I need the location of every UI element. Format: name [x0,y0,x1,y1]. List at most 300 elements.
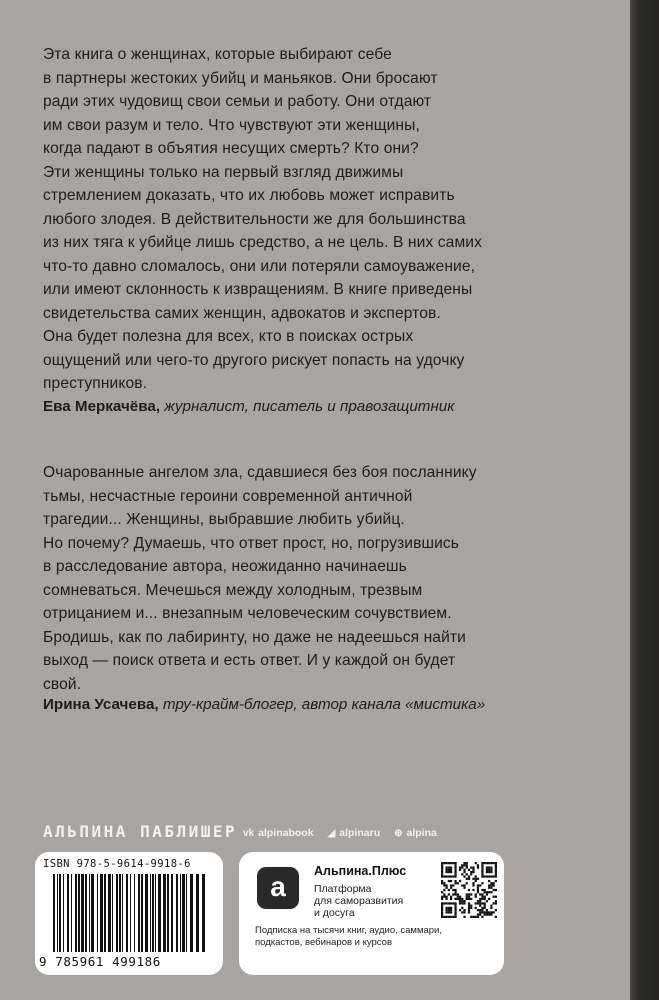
qr-module [490,869,492,871]
qr-module [468,902,470,904]
qr-module [472,869,474,871]
publisher-logo: АЛЬПИНА ПАБЛИШЕР [43,822,238,841]
qr-module [461,902,463,904]
qr-module [443,896,445,898]
qr-module [472,889,474,891]
qr-module [452,893,454,895]
alpina-plus-description [314,883,434,919]
qr-module [486,869,488,871]
qr-module [488,862,490,864]
qr-module [441,862,443,864]
barcode-bar [138,874,140,952]
qr-module [488,891,490,893]
qr-module [463,902,465,904]
qr-module [493,896,495,898]
qr-module [493,902,495,904]
qr-module [445,884,447,886]
qr-module [441,880,443,882]
qr-module [477,902,479,904]
barcode-bar [67,874,69,952]
qr-module [495,880,497,882]
qr-module [495,869,497,871]
qr-module [461,866,463,868]
qr-module [441,907,443,909]
social-link-alpina[interactable] [394,827,437,839]
barcode-bar [53,874,55,952]
qr-module [441,869,443,871]
qr-module [493,862,495,864]
qr-module [475,878,477,880]
qr-module [450,875,452,877]
qr-module [468,911,470,913]
qr-module [454,916,456,918]
qr-module [448,866,450,868]
qr-module [468,909,470,911]
qr-module [454,909,456,911]
qr-module [448,911,450,913]
qr-module [488,914,490,916]
qr-module [463,875,465,877]
qr-module [454,882,456,884]
qr-module [468,893,470,895]
qr-module [454,911,456,913]
qr-module [441,875,443,877]
qr-module [490,871,492,873]
qr-module [493,875,495,877]
qr-module [488,880,490,882]
barcode-bar [75,874,77,952]
barcode-bar [158,874,161,952]
plus-circle-icon: ⊕ [394,827,403,839]
qr-module [477,891,479,893]
blurb-1-line: Она будет полезна для всех, кто в поисках острых [43,328,414,345]
qr-module [484,902,486,904]
qr-module [475,916,477,918]
qr-module [454,891,456,893]
qr-module [493,889,495,891]
qr-module [481,893,483,895]
qr-module [450,884,452,886]
qr-module [479,914,481,916]
blurb-1-line: преступников. [43,375,148,392]
barcode-bar [89,874,90,952]
blurb-1-signature [43,398,454,415]
qr-module [468,896,470,898]
qr-module [490,866,492,868]
blurb-1-line: ради этих чудовищ свои семьи и работу. Они отдают [43,93,432,110]
foot-line: подкастов, вебинаров и курсов [255,936,392,948]
qr-module [481,898,483,900]
qr-module [481,862,483,864]
blurb-2-line: Очарованные ангелом зла, сдавшиеся без боя посланнику [43,464,477,481]
alpina-plus-title: Альпина.Плюс [314,864,407,878]
barcode-bar [180,874,181,952]
qr-module [454,905,456,907]
qr-module [470,866,472,868]
qr-module [477,889,479,891]
qr-module [495,896,497,898]
vk-icon: vk [243,827,255,839]
qr-module [493,882,495,884]
qr-module [479,893,481,895]
barcode-bar [78,874,80,952]
foot-line: Подписка на тысячи книг, аудио, саммари, [255,925,442,936]
book-spine-edge [630,0,659,1000]
qr-module [448,916,450,918]
qr-module [466,882,468,884]
qr-module [490,891,492,893]
qr-module [443,862,445,864]
qr-module [495,871,497,873]
qr-module [457,898,459,900]
barcode-bar [71,874,72,952]
desc-line: Платформа [314,883,372,895]
qr-module [477,887,479,889]
barcode-bar [116,874,118,952]
qr-module [493,884,495,886]
qr-module [481,907,483,909]
qr-module [445,898,447,900]
qr-module [484,891,486,893]
qr-module [470,898,472,900]
qr-module [466,893,468,895]
qr-module [450,902,452,904]
qr-module [448,889,450,891]
qr-module [486,866,488,868]
qr-module [454,875,456,877]
qr-module [450,871,452,873]
qr-module [488,898,490,900]
blurb-2-line: выход — поиск ответа и есть ответ. И у каждой он будет [43,652,456,669]
qr-module [468,907,470,909]
blurb-2-line: свой. [43,675,82,693]
barcode-bar [171,874,173,952]
qr-module [490,907,492,909]
qr-module [466,896,468,898]
qr-module [488,875,490,877]
qr-module [481,909,483,911]
qr-module [445,862,447,864]
qr-module [477,866,479,868]
blurb-1-line: когда падают в объятия несущих смерть? Кто они? [43,140,419,157]
barcode-bar [63,874,64,952]
qr-module [452,862,454,864]
qr-module [470,873,472,875]
qr-module [475,875,477,877]
qr-module [443,916,445,918]
qr-module [472,884,474,886]
social-label: alpinaru [339,827,381,839]
qr-module [490,905,492,907]
qr-module [481,869,483,871]
qr-module [448,862,450,864]
barcode-bar [130,874,131,952]
qr-module [495,866,497,868]
barcode-bar [196,874,199,952]
qr-module [463,871,465,873]
barcode-bar [141,874,143,952]
blurb-2-line: трагедии... Женщины, выбравшие любить убийц. [43,511,405,528]
qr-module [466,873,468,875]
blurb-2-line: тьмы, несчастные героини современной античной [43,487,413,505]
qr-module [470,905,472,907]
qr-module [463,909,465,911]
qr-module [481,882,483,884]
qr-module [454,869,456,871]
qr-module [477,909,479,911]
qr-module [448,907,450,909]
desc-line: и досуга [314,907,355,919]
qr-module [454,893,456,895]
barcode-bar [57,874,58,952]
qr-module [459,898,461,900]
qr-module [461,911,463,913]
qr-module [484,911,486,913]
qr-module [448,902,450,904]
blurb-1-line: или имеют склонность к извращениям. В книге приведены [43,281,473,298]
telegram-icon: ◢ [327,827,336,839]
blurb-2-signature [43,696,485,713]
qr-module [481,902,483,904]
qr-module [461,873,463,875]
qr-module [441,902,443,904]
qr-module [490,887,492,889]
qr-module [490,884,492,886]
qr-module [488,866,490,868]
qr-module [452,884,454,886]
alpina-plus-panel[interactable] [239,852,504,975]
qr-module [454,907,456,909]
qr-module [490,875,492,877]
qr-module [461,898,463,900]
qr-module [441,909,443,911]
qr-module [486,891,488,893]
social-link-vk[interactable] [243,827,314,839]
qr-module [484,898,486,900]
qr-module [486,900,488,902]
qr-module [479,900,481,902]
qr-module [441,905,443,907]
qr-module [495,909,497,911]
qr-module [452,902,454,904]
qr-module [443,882,445,884]
qr-module [445,866,447,868]
qr-module [441,916,443,918]
qr-module [472,916,474,918]
qr-module [477,878,479,880]
qr-module [472,878,474,880]
qr-module [445,902,447,904]
qr-module [475,893,477,895]
qr-code-icon[interactable] [441,862,497,918]
barcode-bar [119,874,121,952]
qr-module [457,896,459,898]
barcode-panel [35,852,223,975]
author-role: тру-крайм-блогер, автор канала «мистика» [162,696,486,713]
barcode-bar [112,874,113,952]
qr-module [450,862,452,864]
barcode-bar [108,874,111,952]
qr-module [477,916,479,918]
qr-module [475,896,477,898]
qr-module [450,916,452,918]
qr-module [479,909,481,911]
qr-module [461,907,463,909]
alpina-plus-logo-icon: a [257,867,299,909]
qr-module [445,916,447,918]
qr-module [452,875,454,877]
qr-module [454,880,456,882]
blurb-2-line: Бродишь, как по лабиринту, но даже не надеешься найти [43,628,466,646]
qr-module [495,916,497,918]
qr-module [481,916,483,918]
desc-line: для саморазвития [314,895,404,907]
qr-module [486,862,488,864]
qr-module [470,893,472,895]
qr-module [463,900,465,902]
blurb-2-line: Но почему? Думаешь, что ответ прост, но, погрузившись [43,534,460,552]
qr-module [484,914,486,916]
qr-module [495,889,497,891]
qr-module [475,880,477,882]
qr-module [463,862,465,864]
qr-module [486,893,488,895]
barcode-bar [81,874,84,952]
qr-module [481,889,483,891]
qr-module [479,898,481,900]
qr-module [484,889,486,891]
qr-module [479,911,481,913]
qr-module [486,871,488,873]
qr-module [441,898,443,900]
barcode-bar [150,874,151,952]
qr-module [454,864,456,866]
blurb-2 [43,461,543,696]
qr-module [463,869,465,871]
qr-module [479,905,481,907]
qr-module [481,875,483,877]
qr-module [468,905,470,907]
qr-module [450,909,452,911]
author-name: Ирина Усачева, [43,696,159,713]
blurb-1-line: любого злодея. В действительности же для большинства [43,210,466,228]
barcode-bar [163,874,166,952]
qr-module [481,911,483,913]
qr-module [477,884,479,886]
social-label: alpinabook [258,827,314,839]
author-role: журналист, писатель и правозащитник [164,398,455,415]
blurb-2-line: сомневаться. Мечешься между холодным, трезвым [43,581,423,599]
blurb-2-line: в расследование автора, неожиданно начинаешь [43,558,407,575]
qr-module [479,902,481,904]
qr-module [486,875,488,877]
qr-module [490,914,492,916]
qr-module [466,878,468,880]
qr-module [452,889,454,891]
barcode-icon [53,874,207,956]
qr-module [486,909,488,911]
qr-module [452,916,454,918]
qr-module [468,869,470,871]
qr-module [445,875,447,877]
blurb-1-line: Эти женщины только на первый взгляд движимы [43,163,404,181]
qr-module [448,869,450,871]
qr-module [495,873,497,875]
qr-module [454,873,456,875]
qr-module [463,884,465,886]
qr-module [461,900,463,902]
qr-module [468,898,470,900]
qr-module [490,862,492,864]
qr-module [454,871,456,873]
barcode-bar [104,874,106,952]
qr-module [495,862,497,864]
qr-module [443,884,445,886]
qr-module [459,880,461,882]
qr-module [441,882,443,884]
qr-module [445,887,447,889]
barcode-bar [134,874,135,952]
qr-module [441,866,443,868]
qr-module [472,882,474,884]
qr-module [459,902,461,904]
qr-module [443,902,445,904]
qr-module [470,907,472,909]
qr-module [445,909,447,911]
barcode-bar [91,874,94,952]
qr-module [488,887,490,889]
qr-module [450,911,452,913]
qr-module [475,902,477,904]
qr-module [486,914,488,916]
blurb-1-line: им свои разум и тело. Что чувствуют эти женщины, [43,116,420,134]
barcode-bar [167,874,169,952]
qr-module [457,893,459,895]
qr-module [441,891,443,893]
barcode-bar [145,874,148,952]
qr-module [450,880,452,882]
qr-module [441,911,443,913]
qr-module [488,884,490,886]
qr-module [450,866,452,868]
qr-module [481,864,483,866]
qr-module [481,866,483,868]
qr-module [459,896,461,898]
qr-module [488,911,490,913]
qr-module [443,889,445,891]
barcode-bar [85,874,87,952]
alpina-plus-subscription [255,925,442,948]
qr-module [454,889,456,891]
blurb-1-line: ощущений или чего-то другого рискует попасть на удочку [43,351,465,369]
barcode-bar [152,874,154,952]
barcode-bar [59,874,61,952]
qr-module [459,869,461,871]
qr-module [448,893,450,895]
qr-module [475,907,477,909]
qr-module [454,866,456,868]
qr-module [484,862,486,864]
author-name: Ева Меркачёва, [43,398,161,415]
social-link-telegram[interactable] [328,827,381,839]
qr-module [463,887,465,889]
blurb-2-line: отрицанием и... внезапным человеческим сочувствием. [43,605,452,622]
blurb-1-line: Эта книга о женщинах, которые выбирают себе [43,46,392,63]
qr-module [475,862,477,864]
qr-module [448,871,450,873]
qr-module [463,864,465,866]
qr-module [445,911,447,913]
